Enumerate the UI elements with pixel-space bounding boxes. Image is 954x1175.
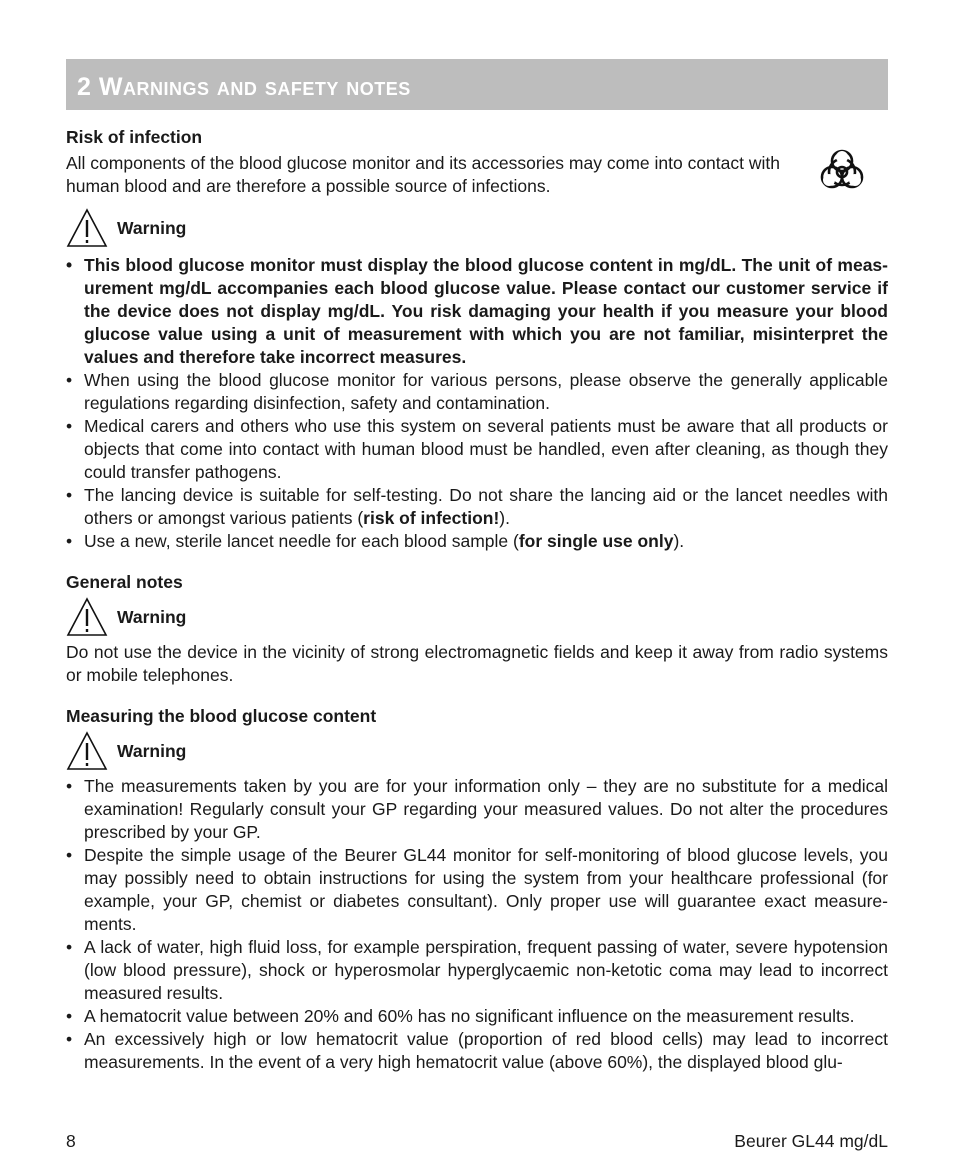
list-item: • Medical carers and others who use this system on several patients must be aware that all products or objects that come into contact with human blood must be handled, even after cleaning, as though they could transfer pathogens. — [66, 415, 888, 484]
list-item: • When using the blood glucose monitor for various persons, please observe the generally applicable regulations regarding disinfection, safety and contamination. — [66, 369, 888, 415]
warning-triangle-icon — [66, 207, 108, 249]
list-item: • An excessively high or low hematocrit value (proportion of red blood cells) may lead to incorrect measurements. In the event of a very high hematocrit value (above 60%), the displayed blood glu- — [66, 1028, 888, 1074]
list-item: • A lack of water, high fluid loss, for example perspiration, frequent passing of water, severe hypotension (low blood pressure), shock or hyperosmolar hyperglycaemic non-ketotic coma may lead to incorrect measured results. — [66, 936, 888, 1005]
product-name: Beurer GL44 mg/dL — [734, 1131, 888, 1151]
list-item: • Use a new, sterile lancet needle for each blood sample (for single use only). — [66, 530, 888, 553]
section-header — [66, 59, 888, 110]
general-text: Do not use the device in the vicinity of strong electromagnetic fields and keep it away from radio systems or mobile telephones. — [66, 642, 888, 685]
warning-row-2 — [66, 595, 888, 639]
list-item: • A hematocrit value between 20% and 60% has no significant influence on the measurement results. — [66, 1005, 888, 1028]
section-title: 2 Warnings and safety notes — [77, 73, 411, 101]
warning-row-3 — [66, 729, 888, 773]
list-item: • This blood glucose monitor must display the blood glucose content in mg/dL. The unit of measurement mg/dL accompanies each blood glucose value. Please contact our customer service if the device does not display mg/dL. You risk damaging your health if you measure your blood glucose value using a unit of measurement with which you are not familiar, misinterpret the values and therefore take incorrect measures. — [66, 254, 888, 369]
measuring-list — [66, 775, 888, 1074]
infection-heading: Risk of infection — [66, 127, 203, 147]
warning-triangle-icon — [66, 730, 108, 772]
infection-text: All components of the blood glucose monitor and its accessories may come into contact with human blood and are therefore a possible source of infections. — [66, 153, 780, 196]
list-item: • The measurements taken by you are for your information only – they are no substitute for a medical examination! Regularly consult your GP regarding your measured values. Do not alter the procedures prescribed by your GP. — [66, 775, 888, 844]
infection-block — [66, 152, 888, 198]
general-heading: General notes — [66, 572, 183, 592]
warning-label: Warning — [117, 217, 187, 238]
warning-triangle-icon — [66, 596, 108, 638]
measuring-heading: Measuring the blood glucose content — [66, 706, 377, 726]
page-number: 8 — [66, 1131, 76, 1151]
warning-label: Warning — [117, 740, 187, 761]
list-item: • Despite the simple usage of the Beurer GL44 monitor for self-monitoring of blood glucose levels, you may possibly need to obtain instructions for using the system from your healthcare professional (for example, your GP, chemist or diabetes consultant). Only proper use will guarantee exact measurements. — [66, 844, 888, 936]
biohazard-icon — [816, 144, 868, 196]
warning-list-1 — [66, 254, 888, 553]
warning-row-1 — [66, 206, 888, 250]
warning-label: Warning — [117, 606, 187, 627]
list-item: • The lancing device is suitable for self-testing. Do not share the lancing aid or the lancet needles with others or amongst various patients (risk of infection!). — [66, 484, 888, 530]
page-content — [66, 59, 888, 1074]
